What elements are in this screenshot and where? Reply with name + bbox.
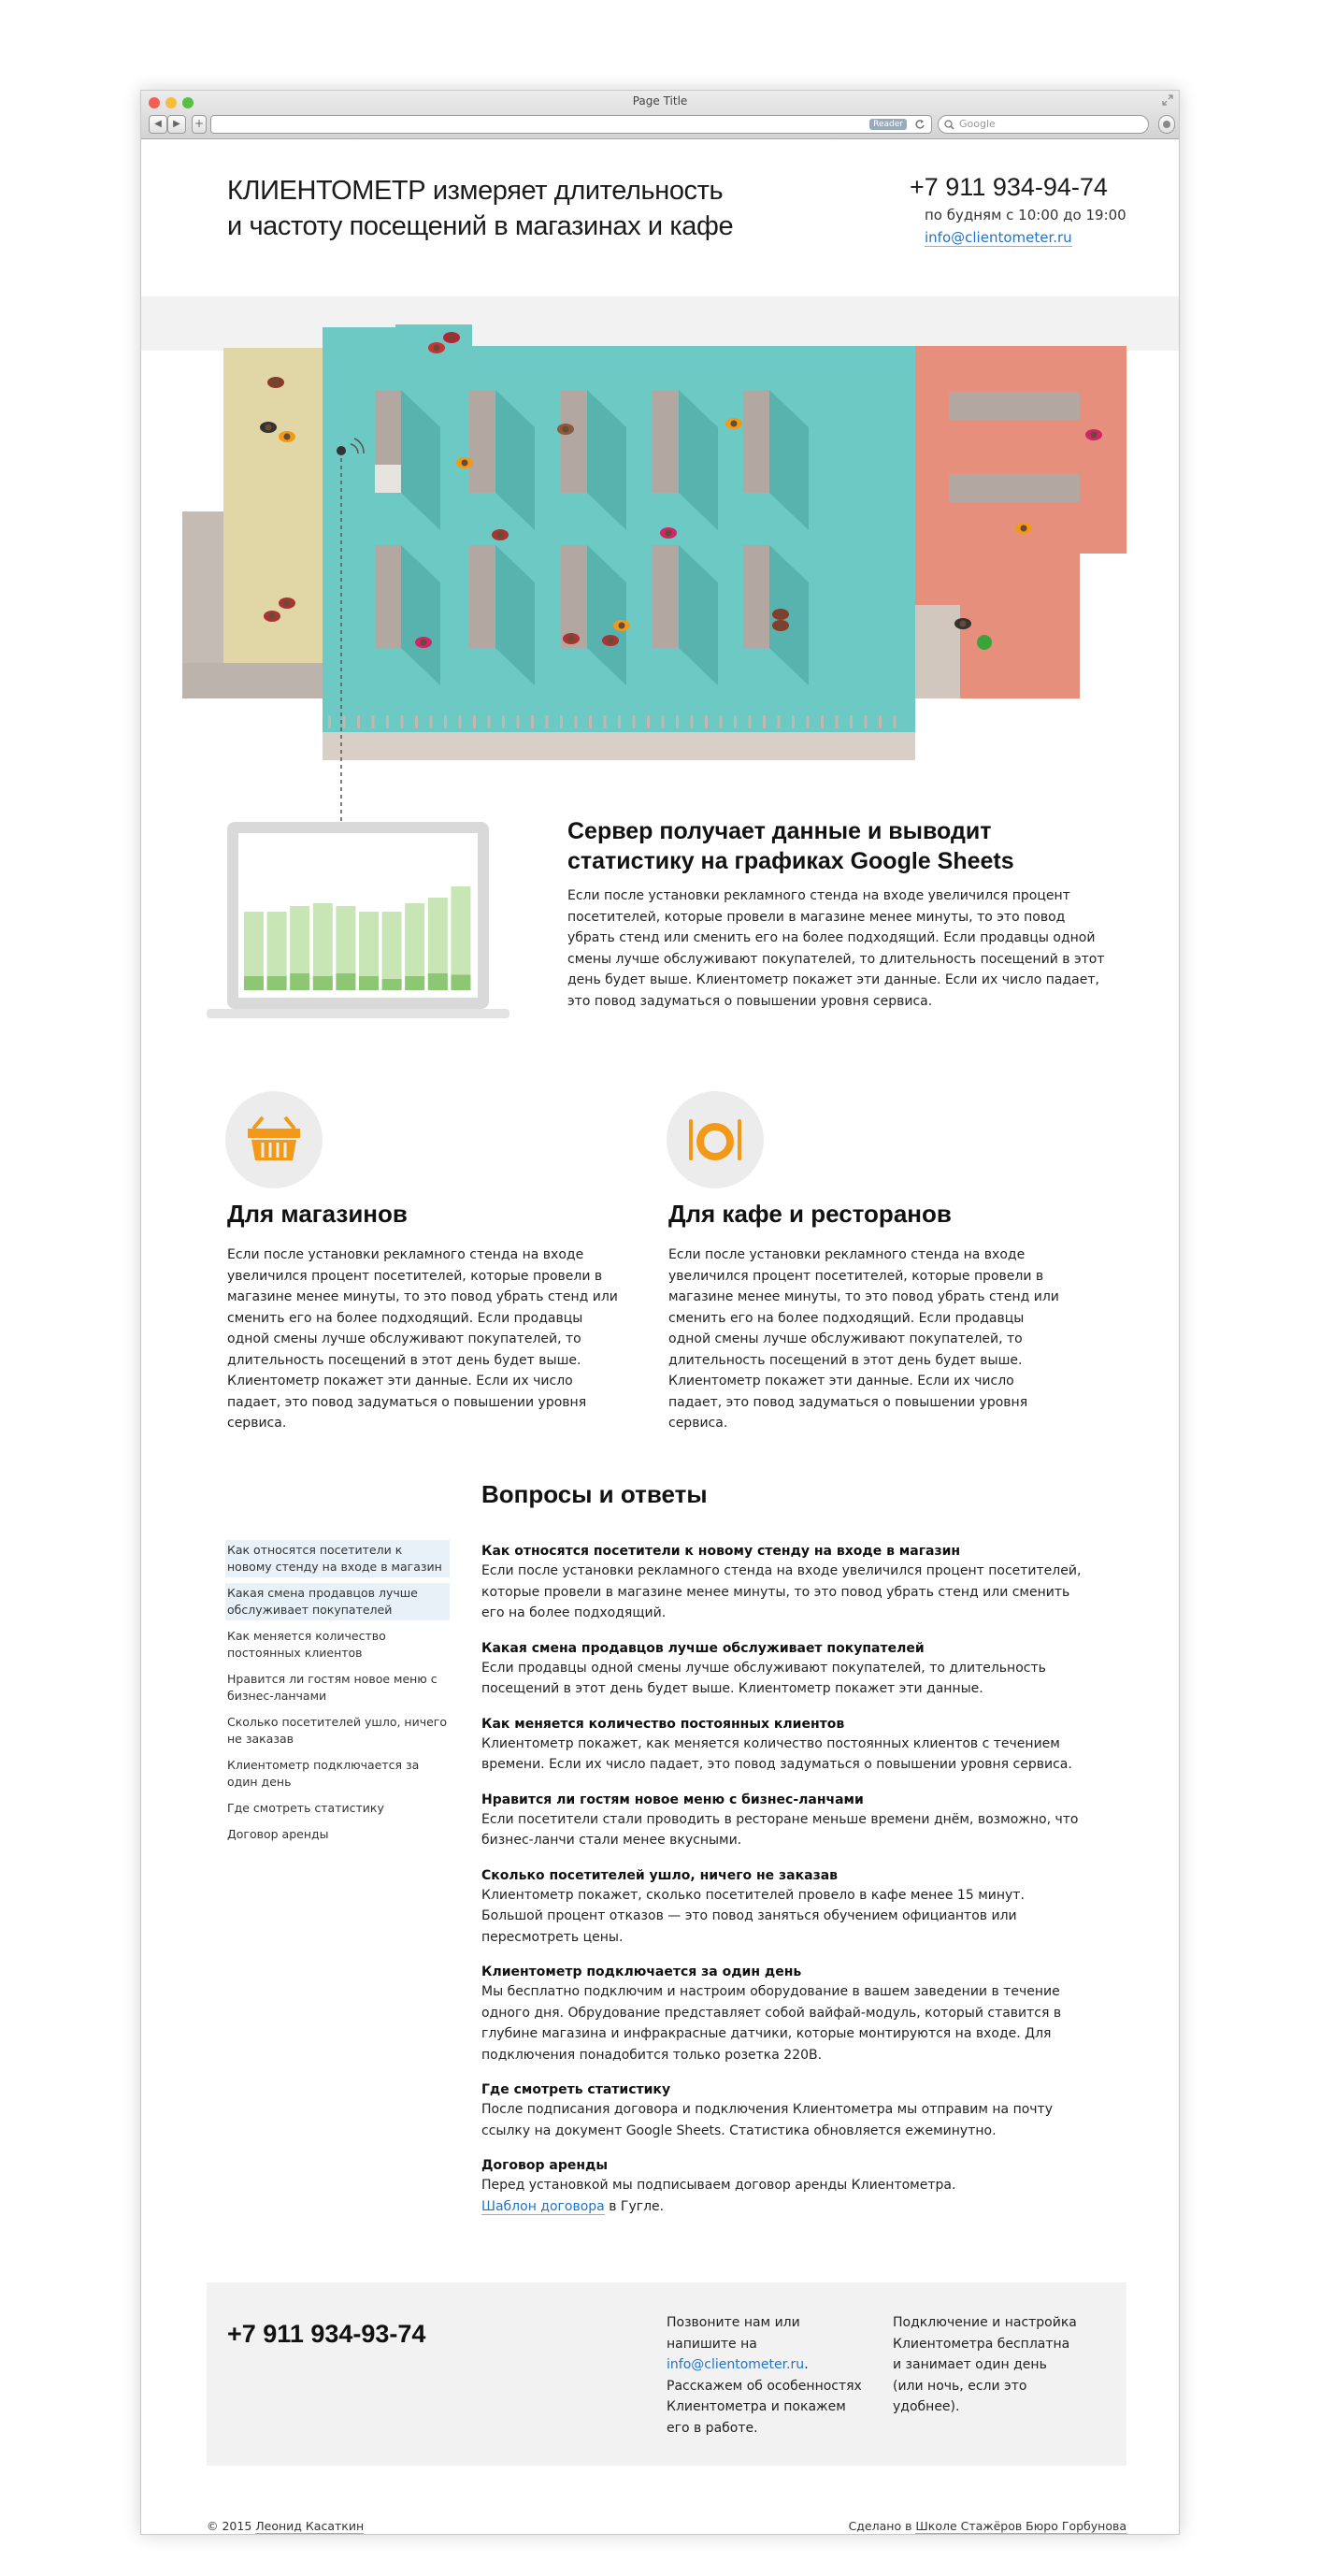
visitor-head bbox=[284, 600, 291, 607]
sensor-tick bbox=[705, 715, 708, 728]
chart-bar-inner bbox=[451, 975, 470, 991]
hero-title-line1: КЛИЕНТОМЕТР измеряет длительность bbox=[227, 176, 724, 206]
footer-email-link[interactable]: info@clientometer.ru bbox=[667, 2357, 805, 2372]
back-button[interactable] bbox=[149, 115, 167, 134]
sensor-tick bbox=[879, 715, 882, 728]
cafes-text: Если после установки рекламного стенда на входе увеличился процент посетителей, которые провели в магазине менее минуты, то это повод убрать стенд или сменить его на более подходящий. Если продавцы одной смены лучше обслуживают покупателей, то длительность посещений в этот день будет выше. Клиентометр покажет эти данные. Если их число падает, это повод задуматься о повышении уровня сервиса. bbox=[668, 1247, 1059, 1431]
shelf bbox=[375, 545, 401, 648]
sensor-tick bbox=[633, 715, 636, 728]
faq-nav-item[interactable]: Как меняется количество постоянных клиентов bbox=[227, 1629, 386, 1660]
faq-answer: Если после установки рекламного стенда на входе увеличился процент посетителей, которые провели в магазине менее минуты, то это повод убрать стенд или сменить его на более подходящий. bbox=[481, 1563, 1082, 1620]
chart-bar-inner bbox=[313, 976, 333, 990]
faq-nav-item[interactable]: Какая смена продавцов лучше обслуживает покупателей bbox=[225, 1583, 450, 1620]
shelf bbox=[743, 390, 769, 493]
header-phone[interactable]: +7 911 934-94-74 bbox=[910, 173, 1108, 201]
sensor-tick bbox=[386, 715, 389, 728]
faq-nav-item[interactable]: Сколько посетителей ушло, ничего не заказав bbox=[227, 1715, 447, 1746]
sensor-tick bbox=[546, 715, 549, 728]
window-title: Page Title bbox=[632, 94, 688, 108]
copyright bbox=[207, 2519, 364, 2533]
shelf bbox=[653, 390, 679, 493]
sensor-tick bbox=[488, 715, 491, 728]
visitor-head bbox=[1091, 432, 1098, 439]
faq-question: Клиентометр подключается за один день bbox=[481, 1964, 802, 1979]
contract-link-suffix: в Гугле. bbox=[604, 2198, 665, 2214]
cafe-table-2 bbox=[949, 474, 1080, 502]
school-link[interactable]: Школе Стажёров Бюро Горбунова bbox=[915, 2519, 1126, 2533]
faq-answer: Клиентометр покажет, как меняется количество постоянных клиентов с течением времени. Если их число падает, это повод задуматься о повышении уровня сервиса. bbox=[481, 1735, 1072, 1772]
faq-title: Вопросы и ответы bbox=[481, 1480, 708, 1508]
sensor-tick bbox=[894, 715, 897, 728]
faq-item bbox=[481, 2080, 1089, 2141]
footer-contact-suffix: . Расскажем об особенностях Клиентометра и покажем его в работе. bbox=[667, 2357, 862, 2436]
shelf bbox=[743, 545, 769, 648]
reader-button[interactable]: Reader bbox=[869, 119, 907, 130]
sensor-tick bbox=[531, 715, 534, 728]
faq-item bbox=[481, 1715, 1089, 1776]
cafes-icon-circle bbox=[667, 1091, 764, 1188]
header-email-link[interactable]: info@clientometer.ru bbox=[925, 229, 1072, 246]
shops-text: Если после установки рекламного стенда на входе увеличился процент посетителей, которые провели в магазине менее минуты, то это повод убрать стенд или сменить его на более подходящий. Если продавцы одной смены лучше обслуживают покупателей, то длительность посещений в этот день будет выше. Клиентометр покажет эти данные. Если их число падает, это повод задуматься о повышении уровня сервиса. bbox=[227, 1247, 618, 1431]
sensor-tick bbox=[734, 715, 737, 728]
chart-bar-inner bbox=[290, 973, 309, 990]
fullscreen-icon[interactable] bbox=[1162, 94, 1173, 106]
faq-nav-item[interactable]: Где смотреть статистику bbox=[227, 1801, 384, 1815]
hero-title-line2: и частоту посещений в магазинах и кафе bbox=[227, 211, 734, 241]
shops-icon-circle bbox=[225, 1091, 323, 1188]
faq-item bbox=[481, 1963, 1089, 2065]
sensor-tick bbox=[459, 715, 462, 728]
shelf bbox=[469, 390, 495, 493]
hero-title bbox=[227, 173, 788, 244]
faq-item bbox=[481, 1639, 1089, 1700]
visitor-head bbox=[434, 345, 440, 352]
sensor-tick bbox=[763, 715, 766, 728]
chart-bar bbox=[382, 912, 402, 990]
visitor-head bbox=[619, 623, 625, 629]
page-content bbox=[141, 139, 1179, 2535]
faq-answer: Если посетители стали проводить в ресторане меньше времени днём, возможно, что бизнес-ланчи стали менее вкусными. bbox=[481, 1811, 1079, 1848]
sensor-tick bbox=[792, 715, 795, 728]
visitor-head bbox=[449, 335, 455, 341]
plate-icon bbox=[667, 1091, 764, 1188]
promo-stand bbox=[375, 465, 401, 493]
visitor-head bbox=[269, 613, 276, 620]
search-icon bbox=[944, 120, 954, 130]
visitor-head bbox=[421, 640, 427, 646]
cafe-counter bbox=[915, 605, 960, 698]
visitor-head bbox=[778, 623, 784, 629]
faq-item bbox=[481, 2156, 1089, 2217]
faq-question: Где смотреть статистику bbox=[481, 2082, 671, 2097]
sensor-tick bbox=[676, 715, 679, 728]
shelf bbox=[561, 390, 587, 493]
plus-icon: + bbox=[194, 117, 205, 130]
visitor-head bbox=[778, 612, 784, 618]
visitor-head bbox=[273, 380, 280, 386]
visitor-head bbox=[731, 421, 738, 427]
footer-contact-prefix: Позвоните нам или напишите на bbox=[667, 2315, 800, 2352]
copyright-prefix: © 2015 bbox=[207, 2519, 256, 2533]
sensor-tick bbox=[778, 715, 781, 728]
faq-item bbox=[481, 1542, 1089, 1624]
visitor-head bbox=[1021, 525, 1027, 532]
sensor-tick bbox=[517, 715, 520, 728]
visitor-head bbox=[284, 434, 291, 440]
made-by-prefix: Сделано в bbox=[848, 2519, 916, 2533]
visitor-head bbox=[568, 636, 575, 642]
browser-toolbar bbox=[141, 91, 1179, 139]
sensor-tick bbox=[618, 715, 621, 728]
shops-title: Для магазинов bbox=[227, 1200, 408, 1228]
sensor-tick bbox=[430, 715, 433, 728]
faq-list bbox=[481, 1542, 1089, 2232]
sensor-tick bbox=[647, 715, 650, 728]
faq-question: Договор аренды bbox=[481, 2158, 608, 2173]
address-bar[interactable] bbox=[210, 115, 932, 134]
server-section-text: Если после установки рекламного стенда на входе увеличился процент посетителей, которые провели в магазине менее минуты, то это повод убрать стенд или сменить его на более подходящий. Если продавцы одной смены лучше обслуживают покупателей, то длительность посещений в этот день будет выше. Клиентометр покажет эти данные. Если их число падает, это повод задуматься о повышении уровня сервиса. bbox=[567, 888, 1105, 1009]
sensor-tick bbox=[807, 715, 810, 728]
contract-template-link[interactable]: Шаблон договора bbox=[481, 2198, 605, 2214]
faq-nav-item[interactable]: Как относятся посетители к новому стенду на входе в магазин bbox=[225, 1540, 450, 1577]
new-tab-button[interactable] bbox=[192, 115, 207, 134]
chart-bar-inner bbox=[382, 979, 402, 990]
downloads-icon bbox=[1162, 120, 1171, 129]
faq-nav-item[interactable]: Договор аренды bbox=[227, 1827, 329, 1841]
visitor-head bbox=[462, 460, 468, 467]
sensor-tick bbox=[401, 715, 404, 728]
faq-answer: Мы бесплатно подключим и настроим оборудование в вашем заведении в течение одного дня. Обрудование представляет собой вайфай-модуль, который ставится в глубине магазина и инфракрасные датчики, которые монтируются на входе. Для подключения понадобится только розетка 220В. bbox=[481, 1984, 1062, 2063]
faq-item bbox=[481, 1866, 1089, 1949]
shelf bbox=[653, 545, 679, 648]
basket-icon bbox=[225, 1091, 323, 1188]
sensor-tick bbox=[604, 715, 607, 728]
faq-question: Какая смена продавцов лучше обслуживает покупателей bbox=[481, 1640, 925, 1656]
search-field[interactable] bbox=[938, 115, 1149, 134]
faq-answer: Клиентометр покажет, сколько посетителей провело в кафе менее 15 минут. Большой процент отказов — это повод заняться обучением официантов или пересмотреть цены. bbox=[481, 1887, 1025, 1945]
cafes-title: Для кафе и ресторанов bbox=[668, 1200, 952, 1228]
sensor-tick bbox=[343, 715, 346, 728]
sensor-tick bbox=[850, 715, 853, 728]
sensor-tick bbox=[836, 715, 839, 728]
left-room-ledge bbox=[182, 663, 323, 698]
chart-bar-inner bbox=[336, 973, 355, 990]
chart-bar-inner bbox=[405, 976, 424, 990]
visitor-head bbox=[608, 638, 614, 644]
faq-answer: Если продавцы одной смены лучше обслуживают покупателей, то длительность посещений в этот день будет выше. Клиентометр покажет эти данные. bbox=[481, 1660, 1046, 1696]
sensor-tick bbox=[691, 715, 694, 728]
sensor-tick bbox=[444, 715, 447, 728]
sensor-tick bbox=[415, 715, 418, 728]
sensor-tick bbox=[560, 715, 563, 728]
sensor-tick bbox=[749, 715, 752, 728]
reload-icon[interactable] bbox=[914, 119, 925, 130]
search-placeholder: Google bbox=[959, 118, 996, 130]
browser-window bbox=[140, 90, 1180, 2535]
wifi-module bbox=[337, 446, 346, 455]
laptop-chart-illustration bbox=[207, 822, 515, 1024]
chart-bar-inner bbox=[244, 976, 264, 990]
sensor-tick bbox=[575, 715, 578, 728]
footer-contact-text bbox=[667, 2312, 872, 2439]
shelf bbox=[469, 545, 495, 648]
contact-box bbox=[207, 2282, 1126, 2466]
faq-answer-text: Перед установкой мы подписываем договор аренды Клиентометра. bbox=[481, 2178, 956, 2193]
footer-phone[interactable]: +7 911 934-93-74 bbox=[227, 2320, 426, 2348]
visitor-head bbox=[960, 621, 967, 627]
sensor-tick bbox=[328, 715, 331, 728]
faq-question: Нравится ли гостям новое меню с бизнес-ланчами bbox=[481, 1792, 864, 1807]
server-section-title bbox=[567, 816, 1054, 876]
visitor-head bbox=[666, 530, 672, 537]
chart-bar-inner bbox=[267, 976, 287, 990]
sensor-tick bbox=[589, 715, 592, 728]
shelf bbox=[561, 545, 587, 648]
sensor-tick bbox=[662, 715, 665, 728]
laptop-base bbox=[207, 1009, 509, 1018]
back-arrow-icon: ◀ bbox=[154, 119, 162, 129]
made-by bbox=[849, 2519, 1126, 2533]
shop-floor bbox=[323, 324, 915, 755]
faq-nav-item[interactable]: Нравится ли гостям новое меню с бизнес-ланчами bbox=[227, 1672, 438, 1703]
faq-item bbox=[481, 1791, 1089, 1851]
plant-icon bbox=[977, 635, 992, 650]
working-hours: по будням с 10:00 до 19:00 bbox=[925, 207, 1126, 223]
entrance-wall bbox=[323, 732, 915, 760]
sensor-tick bbox=[357, 715, 360, 728]
sensor-tick bbox=[720, 715, 723, 728]
sensor-tick bbox=[502, 715, 505, 728]
faq-answer bbox=[481, 2175, 1089, 2217]
visitor-head bbox=[563, 426, 569, 433]
author-link[interactable]: Леонид Касаткин bbox=[255, 2519, 365, 2533]
faq-nav-item[interactable]: Клиентометр подключается за один день bbox=[227, 1758, 420, 1789]
server-title-line1: Сервер получает данные и выводит bbox=[567, 818, 992, 844]
footer-setup-text: Подключение и настройка Клиентометра бесплатна и занимает один день (или ночь, если это удобнее). bbox=[893, 2315, 1077, 2414]
faq-navigation bbox=[225, 1540, 450, 1850]
faq-question: Сколько посетителей ушло, ничего не заказав bbox=[481, 1867, 839, 1883]
faq-question: Как относятся посетители к новому стенду на входе в магазин bbox=[481, 1544, 961, 1559]
visitor-head bbox=[497, 532, 504, 539]
sensor-tick bbox=[865, 715, 868, 728]
sensor-tick bbox=[372, 715, 375, 728]
visitor-head bbox=[265, 425, 272, 431]
forward-arrow-icon: ▶ bbox=[173, 119, 180, 129]
sensor-tick bbox=[473, 715, 476, 728]
faq-answer: После подписания договора и подключения Клиентометра мы отправим на почту ссылку на документ Google Sheets. Статистика обновляется ежеминутно. bbox=[481, 2102, 1053, 2138]
server-title-line2: статистику на графиках Google Sheets bbox=[567, 848, 1014, 874]
chart-bar bbox=[451, 886, 470, 990]
faq-question: Как меняется количество постоянных клиентов bbox=[481, 1716, 845, 1732]
sensor-tick bbox=[821, 715, 824, 728]
downloads-button[interactable] bbox=[1158, 115, 1175, 134]
forward-button[interactable] bbox=[167, 115, 186, 134]
chart-bar-inner bbox=[359, 976, 379, 990]
chart-bar-inner bbox=[428, 973, 448, 990]
cafe-table-1 bbox=[949, 392, 1080, 420]
